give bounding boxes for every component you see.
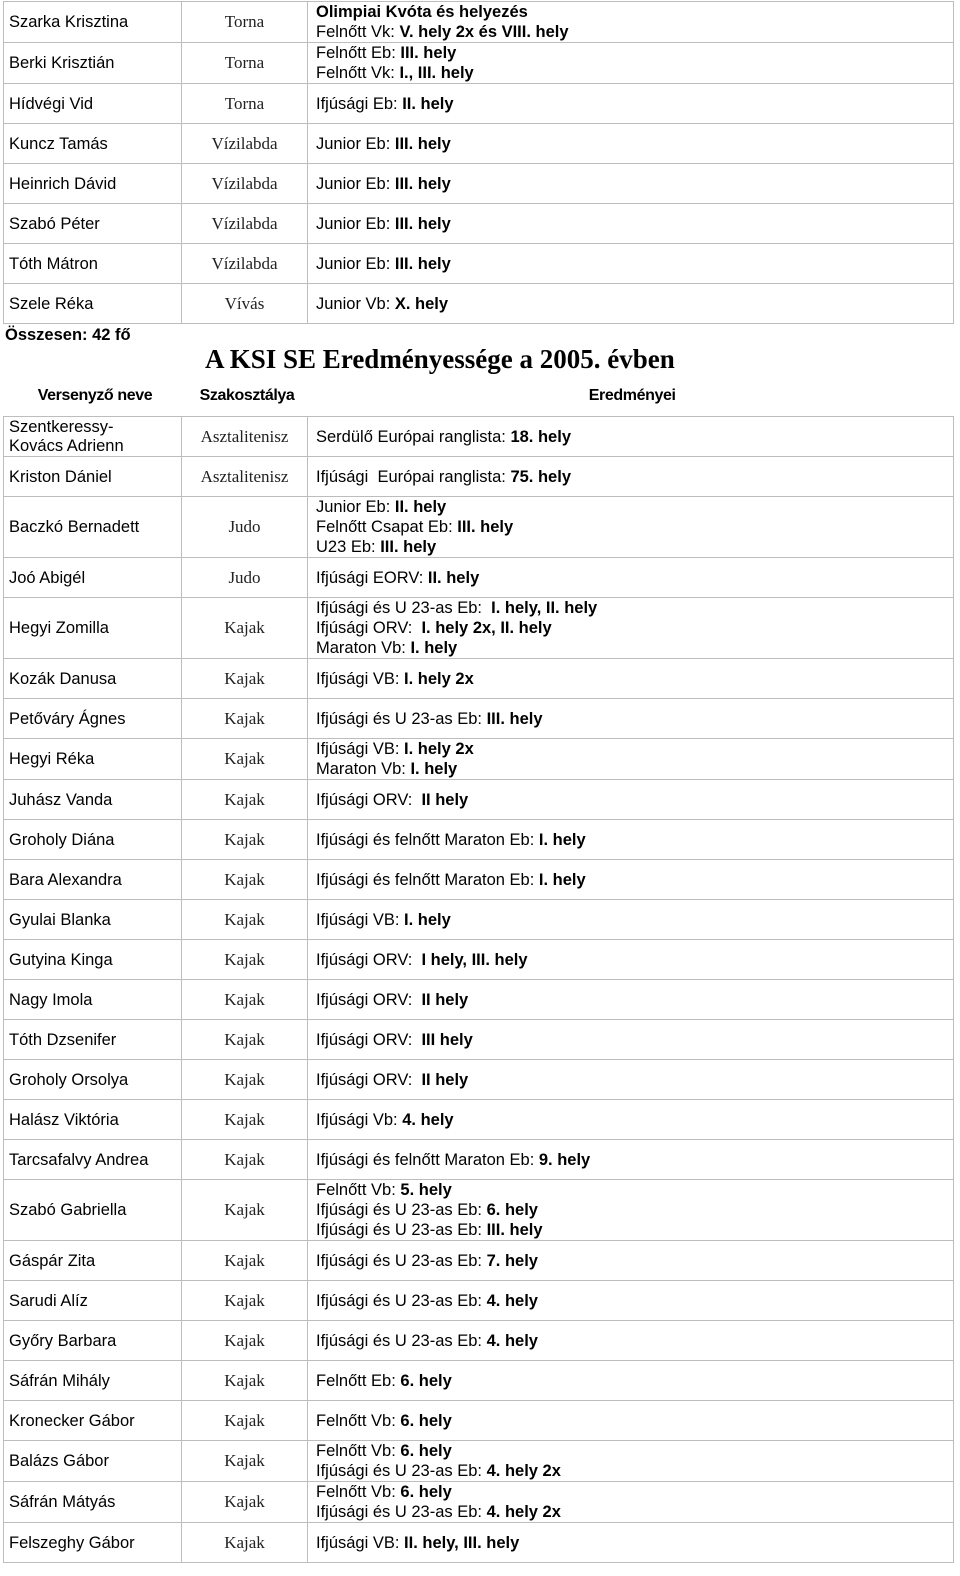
sport-section: Kajak <box>182 739 308 780</box>
athlete-name: Kozák Danusa <box>4 659 182 699</box>
result-line <box>316 1482 953 1502</box>
results-cell <box>308 497 954 558</box>
athlete-name: Tóth Dzsenifer <box>4 1020 182 1060</box>
results-cell <box>308 84 954 124</box>
result-event: Ifjúsági ORV: <box>316 950 422 969</box>
result-placement: III. hely <box>457 518 514 536</box>
result-line <box>316 497 953 517</box>
result-event: Ifjúsági VB: <box>316 1533 405 1552</box>
result-placement: II. hely <box>427 568 480 587</box>
results-cell <box>308 2 954 43</box>
result-line <box>316 174 953 194</box>
sport-section: Kajak <box>182 598 308 659</box>
sport-section: Kajak <box>182 980 308 1020</box>
result-placement: III. hely <box>400 44 457 62</box>
result-line <box>316 1251 953 1271</box>
result-placement: 9. hely <box>538 1150 591 1169</box>
athlete-name: Hegyi Zomilla <box>4 598 182 659</box>
result-placement: I. hely 2x <box>404 740 474 758</box>
sport-section: Judo <box>182 497 308 558</box>
results-cell <box>308 1441 954 1482</box>
results-table-main <box>3 376 954 1563</box>
results-cell <box>308 900 954 940</box>
table-row <box>4 1281 954 1321</box>
athlete-name: Juhász Vanda <box>4 780 182 820</box>
result-event: Felnőtt Vk: <box>316 23 400 41</box>
table-row <box>4 1100 954 1140</box>
sport-section: Kajak <box>182 940 308 980</box>
results-cell <box>308 1281 954 1321</box>
result-event: Ifjúsági és U 23-as Eb: <box>316 1331 487 1350</box>
sport-section: Kajak <box>182 1100 308 1140</box>
result-line <box>316 63 953 83</box>
result-event: Maraton Vb: <box>316 639 411 657</box>
result-placement: 6. hely <box>400 1442 452 1460</box>
result-line <box>316 598 953 618</box>
results-cell <box>308 820 954 860</box>
athlete-name: Gáspár Zita <box>4 1241 182 1281</box>
athlete-name: Tarcsafalvy Andrea <box>4 1140 182 1180</box>
table-row <box>4 1361 954 1401</box>
result-line <box>316 2 953 22</box>
athlete-name: Balázs Gábor <box>4 1441 182 1482</box>
result-placement: III hely <box>421 1030 473 1049</box>
results-cell <box>308 1180 954 1241</box>
result-placement: 7. hely <box>486 1251 538 1270</box>
sport-section: Kajak <box>182 900 308 940</box>
result-event: Felnőtt Eb: <box>316 44 401 62</box>
result-event: Ifjúsági és U 23-as Eb: <box>316 1251 487 1270</box>
result-event: Junior Eb: <box>316 498 395 516</box>
result-line <box>316 467 953 487</box>
result-placement: I., III. hely <box>399 64 474 82</box>
table-row <box>4 1060 954 1100</box>
table-row <box>4 284 954 324</box>
athlete-name: Sarudi Alíz <box>4 1281 182 1321</box>
result-line <box>316 94 953 114</box>
result-placement: 5. hely <box>400 1181 452 1199</box>
result-placement: I. hely <box>404 910 451 929</box>
table-row <box>4 739 954 780</box>
table-row <box>4 1401 954 1441</box>
table-row <box>4 1241 954 1281</box>
result-line <box>316 1371 953 1391</box>
table-row <box>4 1441 954 1482</box>
sport-section: Kajak <box>182 780 308 820</box>
result-line <box>316 870 953 890</box>
table-row <box>4 780 954 820</box>
result-event: Junior Eb: <box>316 174 395 193</box>
table-row <box>4 1140 954 1180</box>
result-placement: III. hely <box>486 709 543 728</box>
table-row <box>4 940 954 980</box>
result-event: Ifjúsági és felnőtt Maraton Eb: <box>316 830 539 849</box>
sport-section: Kajak <box>182 1281 308 1321</box>
sport-section: Judo <box>182 558 308 598</box>
sport-section: Kajak <box>182 1441 308 1482</box>
results-cell <box>308 164 954 204</box>
result-line <box>316 43 953 63</box>
results-cell <box>308 1321 954 1361</box>
result-event: Ifjúsági és U 23-as Eb: <box>316 1462 487 1480</box>
results-cell <box>308 1100 954 1140</box>
result-placement: 4. hely <box>486 1291 538 1310</box>
results-cell <box>308 43 954 84</box>
athlete-name: Kuncz Tamás <box>4 124 182 164</box>
athlete-name: Berki Krisztián <box>4 43 182 84</box>
header-sport: Szakosztálya <box>199 387 295 404</box>
page-title: A KSI SE Eredményessége a 2005. évben <box>205 344 675 374</box>
sport-section: Kajak <box>182 1361 308 1401</box>
result-event: Junior Eb: <box>316 254 395 273</box>
result-event: Felnőtt Csapat Eb: <box>316 518 458 536</box>
result-placement: 4. hely 2x <box>486 1503 561 1521</box>
result-placement: I hely, III. hely <box>421 950 528 969</box>
results-cell <box>308 598 954 659</box>
sport-section: Kajak <box>182 860 308 900</box>
result-event: Ifjúsági és felnőtt Maraton Eb: <box>316 1150 539 1169</box>
result-placement: II. hely <box>394 498 447 516</box>
sport-section: Kajak <box>182 820 308 860</box>
result-event: Ifjúsági VB: <box>316 669 405 688</box>
header-results: Eredményei <box>588 387 676 404</box>
result-line <box>316 1461 953 1481</box>
result-event: Ifjúsági és U 23-as Eb: <box>316 1221 487 1239</box>
result-event: Olimpiai Kvóta és helyezés <box>316 3 528 21</box>
result-event: U23 Eb: <box>316 538 381 556</box>
result-event: Ifjúsági VB: <box>316 910 405 929</box>
result-placement: I. hely, II. hely <box>491 599 598 617</box>
sport-section: Torna <box>182 2 308 43</box>
result-event: Serdülő Európai ranglista: <box>316 427 511 446</box>
result-line <box>316 990 953 1010</box>
table-header-row <box>4 376 954 417</box>
table-row <box>4 1523 954 1563</box>
result-line <box>316 618 953 638</box>
result-line <box>316 669 953 689</box>
result-placement: 6. hely <box>400 1411 452 1430</box>
result-placement: I. hely <box>410 760 458 778</box>
table-row <box>4 1020 954 1060</box>
sport-section: Vízilabda <box>182 124 308 164</box>
table-row <box>4 1180 954 1241</box>
result-placement: I. hely <box>410 639 458 657</box>
table-row <box>4 820 954 860</box>
result-placement: I. hely <box>538 830 586 849</box>
result-event: Ifjúsági és U 23-as Eb: <box>316 709 487 728</box>
result-line <box>316 1411 953 1431</box>
table-row <box>4 43 954 84</box>
result-line <box>316 1150 953 1170</box>
result-event: Felnőtt Vb: <box>316 1442 401 1460</box>
athlete-name: Tóth Mátron <box>4 244 182 284</box>
result-placement: III. hely <box>394 134 451 153</box>
result-placement: 6. hely <box>486 1201 538 1219</box>
result-line <box>316 638 953 658</box>
athlete-name: Joó Abigél <box>4 558 182 598</box>
result-placement: 4. hely <box>486 1331 538 1350</box>
sport-section: Kajak <box>182 1523 308 1563</box>
table-row <box>4 1482 954 1523</box>
athlete-name: Gutyina Kinga <box>4 940 182 980</box>
result-line <box>316 1070 953 1090</box>
result-line <box>316 1180 953 1200</box>
results-cell <box>308 1140 954 1180</box>
header-name: Versenyző neve <box>37 387 153 404</box>
result-placement: I. hely 2x, II. hely <box>421 619 552 637</box>
result-event: Junior Eb: <box>316 214 395 233</box>
athlete-name: Kriston Dániel <box>4 457 182 497</box>
results-cell <box>308 244 954 284</box>
result-placement: II. hely, III. hely <box>404 1533 520 1552</box>
result-event: Felnőtt Vb: <box>316 1181 401 1199</box>
athlete-name: Gyulai Blanka <box>4 900 182 940</box>
result-event: Ifjúsági ORV: <box>316 619 422 637</box>
result-line <box>316 910 953 930</box>
sport-section: Kajak <box>182 1321 308 1361</box>
result-placement: 6. hely <box>400 1371 452 1390</box>
result-line <box>316 1291 953 1311</box>
athlete-name: Szabó Péter <box>4 204 182 244</box>
result-line <box>316 254 953 274</box>
result-line <box>316 709 953 729</box>
result-placement: 6. hely <box>400 1483 452 1501</box>
athlete-name: Groholy Orsolya <box>4 1060 182 1100</box>
sport-section: Kajak <box>182 1060 308 1100</box>
athlete-name: Petőváry Ágnes <box>4 699 182 739</box>
results-cell <box>308 457 954 497</box>
result-placement: 4. hely <box>402 1110 454 1129</box>
sport-section: Kajak <box>182 659 308 699</box>
result-line <box>316 1030 953 1050</box>
sport-section: Kajak <box>182 1020 308 1060</box>
result-line <box>316 1502 953 1522</box>
athlete-name: Halász Viktória <box>4 1100 182 1140</box>
result-placement: III. hely <box>394 254 451 273</box>
results-cell <box>308 124 954 164</box>
table-row <box>4 2 954 43</box>
result-placement: III. hely <box>394 174 451 193</box>
sport-section: Asztalitenisz <box>182 457 308 497</box>
table-row <box>4 84 954 124</box>
result-event: Ifjúsági ORV: <box>316 1030 422 1049</box>
sport-section: Kajak <box>182 1401 308 1441</box>
result-placement: II hely <box>421 1070 469 1089</box>
result-line <box>316 294 953 314</box>
sport-section: Vívás <box>182 284 308 324</box>
table-row <box>4 204 954 244</box>
results-cell <box>308 558 954 598</box>
result-line <box>316 790 953 810</box>
result-event: Ifjúsági EORV: <box>316 568 428 587</box>
table-row <box>4 558 954 598</box>
result-line <box>316 1110 953 1130</box>
result-line <box>316 1220 953 1240</box>
result-event: Ifjúsági és U 23-as Eb: <box>316 1201 487 1219</box>
result-event: Junior Vb: <box>316 294 395 313</box>
sport-section: Kajak <box>182 1482 308 1523</box>
results-cell <box>308 699 954 739</box>
table-row <box>4 457 954 497</box>
result-event: Ifjúsági és U 23-as Eb: <box>316 1503 487 1521</box>
results-cell <box>308 940 954 980</box>
results-cell <box>308 860 954 900</box>
table-row <box>4 244 954 284</box>
result-placement: III. hely <box>486 1221 543 1239</box>
athlete-name: Sáfrán Mihály <box>4 1361 182 1401</box>
result-line <box>316 950 953 970</box>
athlete-name: Felszeghy Gábor <box>4 1523 182 1563</box>
result-event: Ifjúsági VB: <box>316 740 405 758</box>
result-placement: 75. hely <box>510 467 571 486</box>
results-cell <box>308 204 954 244</box>
result-line <box>316 1200 953 1220</box>
athlete-name: Győry Barbara <box>4 1321 182 1361</box>
results-cell <box>308 417 954 457</box>
result-event: Felnőtt Eb: <box>316 1371 401 1390</box>
athlete-name: Kronecker Gábor <box>4 1401 182 1441</box>
result-line <box>316 568 953 588</box>
athlete-name: Groholy Diána <box>4 820 182 860</box>
table-row <box>4 900 954 940</box>
sport-section: Asztalitenisz <box>182 417 308 457</box>
result-event: Felnőtt Vb: <box>316 1411 401 1430</box>
result-line <box>316 1441 953 1461</box>
sport-section: Vízilabda <box>182 204 308 244</box>
results-cell <box>308 659 954 699</box>
results-cell <box>308 1020 954 1060</box>
table-row <box>4 164 954 204</box>
result-event: Ifjúsági Európai ranglista: <box>316 467 511 486</box>
table-row <box>4 980 954 1020</box>
result-placement: II hely <box>421 990 469 1009</box>
result-event: Felnőtt Vk: <box>316 64 400 82</box>
results-cell <box>308 1401 954 1441</box>
result-event: Ifjúsági és U 23-as Eb: <box>316 1291 487 1310</box>
athlete-name: Szentkeressy- Kovács Adrienn <box>4 417 182 457</box>
sport-section: Torna <box>182 84 308 124</box>
results-cell <box>308 1060 954 1100</box>
result-event: Ifjúsági és felnőtt Maraton Eb: <box>316 870 539 889</box>
athlete-name: Hegyi Réka <box>4 739 182 780</box>
table-row <box>4 124 954 164</box>
result-placement: III. hely <box>380 538 437 556</box>
result-event: Ifjúsági ORV: <box>316 790 422 809</box>
results-cell <box>308 1482 954 1523</box>
results-cell <box>308 1361 954 1401</box>
athlete-name: Bara Alexandra <box>4 860 182 900</box>
table-row <box>4 860 954 900</box>
result-placement: 18. hely <box>510 427 571 446</box>
result-event: Maraton Vb: <box>316 760 411 778</box>
sport-section: Kajak <box>182 699 308 739</box>
results-cell <box>308 1523 954 1563</box>
result-line <box>316 214 953 234</box>
result-line <box>316 739 953 759</box>
athlete-name: Hídvégi Vid <box>4 84 182 124</box>
athlete-name: Heinrich Dávid <box>4 164 182 204</box>
athlete-name: Nagy Imola <box>4 980 182 1020</box>
results-cell <box>308 1241 954 1281</box>
result-placement: X. hely <box>394 294 449 313</box>
athlete-name: Szabó Gabriella <box>4 1180 182 1241</box>
sport-section: Kajak <box>182 1241 308 1281</box>
result-line <box>316 427 953 447</box>
result-line <box>316 134 953 154</box>
results-cell <box>308 284 954 324</box>
result-event: Ifjúsági ORV: <box>316 1070 422 1089</box>
result-placement: II hely <box>421 790 469 809</box>
result-line <box>316 759 953 779</box>
result-placement: II. hely <box>402 94 454 113</box>
result-event: Ifjúsági és U 23-as Eb: <box>316 599 492 617</box>
result-placement: I. hely <box>538 870 586 889</box>
sport-section: Vízilabda <box>182 244 308 284</box>
table-row <box>4 1321 954 1361</box>
result-placement: I. hely 2x <box>404 669 474 688</box>
result-line <box>316 830 953 850</box>
results-cell <box>308 739 954 780</box>
table-row <box>4 497 954 558</box>
athlete-name: Szarka Krisztina <box>4 2 182 43</box>
result-line <box>316 1533 953 1553</box>
result-event: Felnőtt Vb: <box>316 1483 401 1501</box>
table-row <box>4 699 954 739</box>
sport-section: Kajak <box>182 1140 308 1180</box>
result-line <box>316 537 953 557</box>
athlete-name: Sáfrán Mátyás <box>4 1482 182 1523</box>
results-cell <box>308 980 954 1020</box>
sport-section: Vízilabda <box>182 164 308 204</box>
result-event: Ifjúsági ORV: <box>316 990 422 1009</box>
sport-section: Torna <box>182 43 308 84</box>
table-row <box>4 598 954 659</box>
result-placement: III. hely <box>394 214 451 233</box>
athlete-name: Szele Réka <box>4 284 182 324</box>
result-line <box>316 1331 953 1351</box>
result-line <box>316 22 953 42</box>
result-placement: 4. hely 2x <box>486 1462 561 1480</box>
sport-section: Kajak <box>182 1180 308 1241</box>
result-line <box>316 517 953 537</box>
result-event: Ifjúsági Eb: <box>316 94 403 113</box>
athlete-name: Baczkó Bernadett <box>4 497 182 558</box>
table-row <box>4 659 954 699</box>
table-row <box>4 417 954 457</box>
result-event: Junior Eb: <box>316 134 395 153</box>
results-table-top <box>3 1 954 324</box>
result-event: Ifjúsági Vb: <box>316 1110 403 1129</box>
total-count: Összesen: 42 fő <box>5 326 131 344</box>
results-cell <box>308 780 954 820</box>
result-placement: V. hely 2x és VIII. hely <box>399 23 569 41</box>
